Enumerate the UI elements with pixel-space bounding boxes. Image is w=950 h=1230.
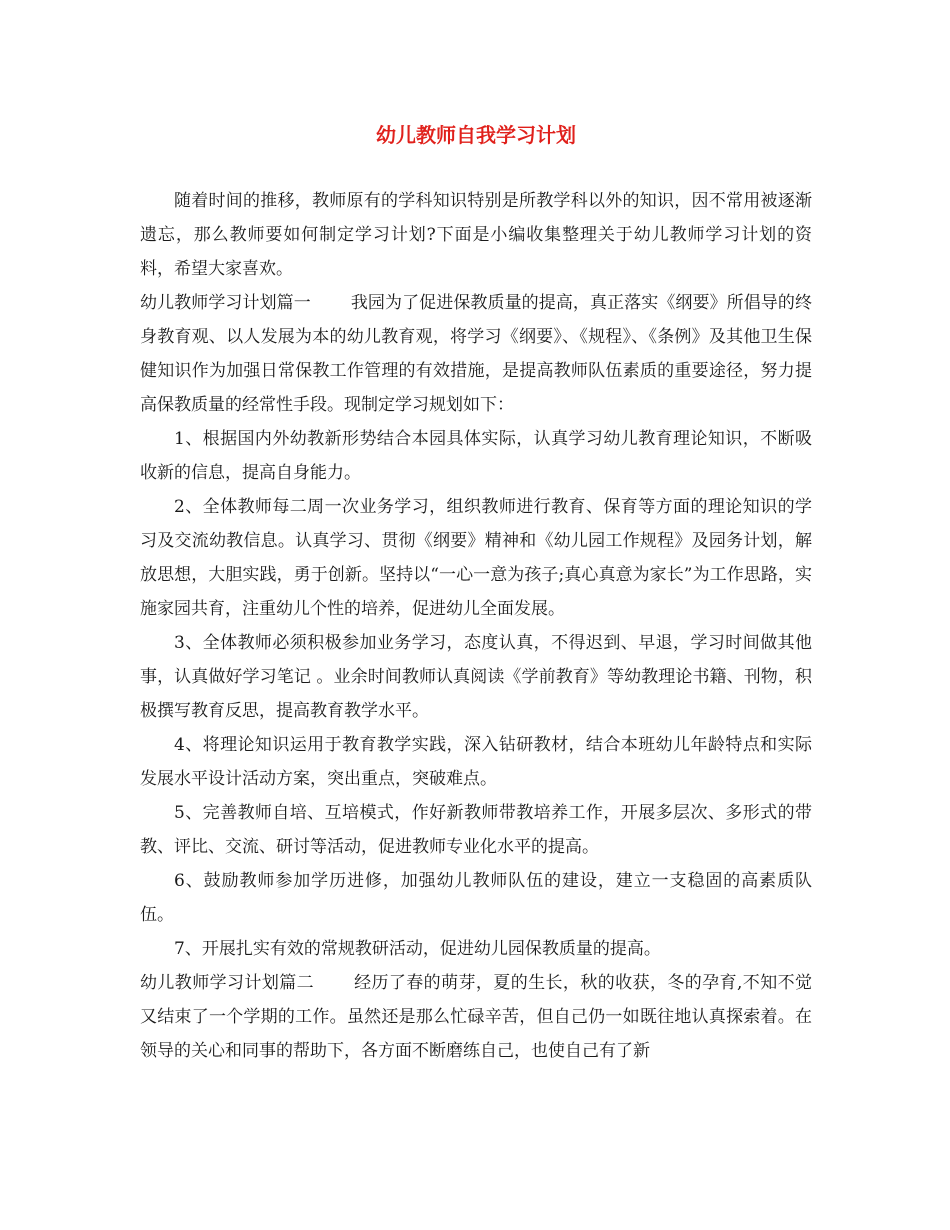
section-2-body: 经历了春的萌芽，夏的生长，秋的收获，冬的孕育,不知不觉又结束了一个学期的工作。虽然还是那么忙碌辛苦，但自己仍一如既往地认真探索着。在领导的关心和同事的帮助下，各方面不断磨练自己，也使自己有了新 xyxy=(140,973,813,1061)
list-item-4: 4、将理论知识运用于教育教学实践，深入钻研教材，结合本班幼儿年龄特点和实际发展水平设计活动方案，突出重点，突破难点。 xyxy=(140,735,812,789)
section-1-body: 我园为了促进保教质量的提高，真正落实《纲要》所倡导的终身教育观、以人发展为本的幼儿教育观，将学习《纲要》、《规程》、《条例》及其他卫生保健知识作为加强日常保教工作管理的有效措施，是提高教师队伍素质的重要途径，努力提高保教质量的经常性手段。现制定学习规划如下： xyxy=(140,293,813,415)
list-item-3: 3、全体教师必须积极参加业务学习，态度认真，不得迟到、早退，学习时间做其他事，认真做好学习笔记 。业余时间教师认真阅读《学前教育》等幼教理论书籍、刊物，积极撰写教育反思，提高教育教学水平。 xyxy=(140,633,812,721)
section-1-heading: 幼儿教师学习计划篇一 xyxy=(140,293,311,313)
list-item-1: 1、根据国内外幼教新形势结合本园具体实际，认真学习幼儿教育理论知识，不断吸收新的信息，提高自身能力。 xyxy=(140,429,812,483)
list-item-5: 5、完善教师自培、互培模式，作好新教师带教培养工作，开展多层次、多形式的带教、评比、交流、研讨等活动，促进教师专业化水平的提高。 xyxy=(140,803,812,857)
intro-paragraph: 随着时间的推移，教师原有的学科知识特别是所教学科以外的知识，因不常用被逐渐遗忘，那么教师要如何制定学习计划?下面是小编收集整理关于幼儿教师学习计划的资料，希望大家喜欢。 xyxy=(140,191,812,279)
list-item-7: 7、开展扎实有效的常规教研活动，促进幼儿园保教质量的提高。 xyxy=(174,939,661,959)
list-item-6: 6、鼓励教师参加学历进修，加强幼儿教师队伍的建设，建立一支稳固的高素质队伍。 xyxy=(140,871,812,925)
document-title: 幼儿教师自我学习计划 xyxy=(376,123,576,147)
section-1-paragraph xyxy=(140,286,812,422)
document-page xyxy=(140,118,812,1068)
list-item-2: 2、全体教师每二周一次业务学习，组织教师进行教育、保育等方面的理论知识的学习及交流幼教信息。认真学习、贯彻《纲要》精神和《幼儿园工作规程》及园务计划，解放思想，大胆实践，勇于创新。坚持以“一心一意为孩子;真心真意为家长”为工作思路，实施家园共育，注重幼儿个性的培养，促进幼儿全面发展。 xyxy=(140,497,812,619)
section-2-paragraph xyxy=(140,966,812,1068)
section-2-heading: 幼儿教师学习计划篇二 xyxy=(140,973,315,993)
